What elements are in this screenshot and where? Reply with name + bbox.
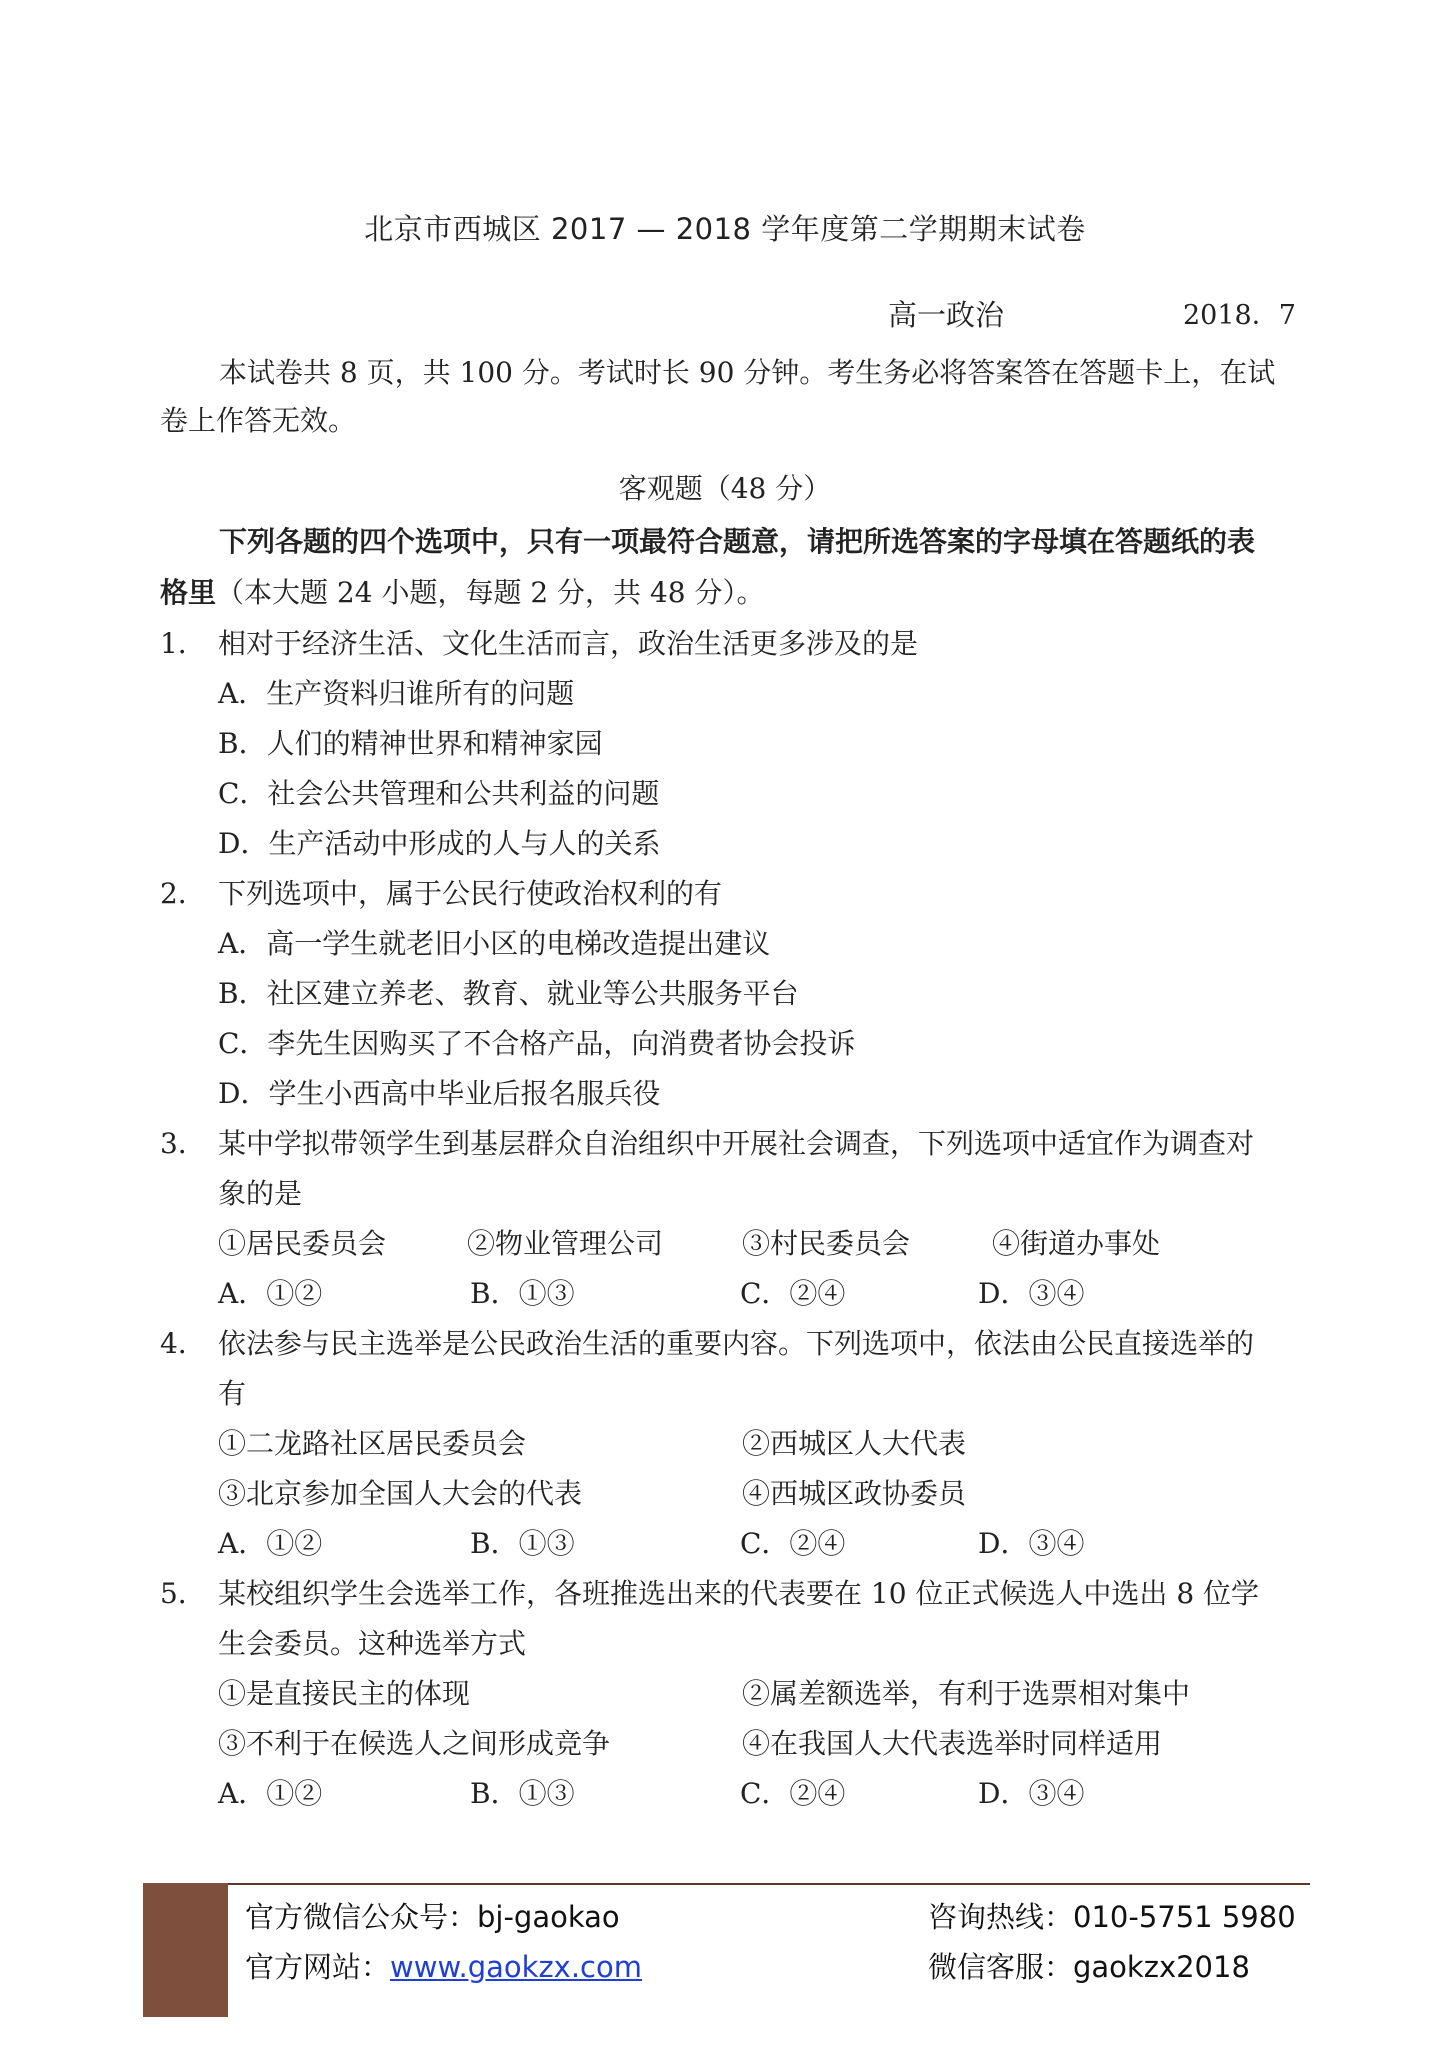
question-4-number: 4． bbox=[160, 1327, 206, 1360]
question-3-answer-b: B．①③ bbox=[470, 1277, 575, 1310]
question-1-number: 1． bbox=[160, 627, 206, 660]
question-1-option-a: A．生产资料归谁所有的问题 bbox=[218, 677, 575, 710]
question-4-item-4: ④西城区政协委员 bbox=[742, 1477, 967, 1510]
question-3-answer-a: A．①② bbox=[218, 1277, 323, 1310]
question-5-answer-a: A．①② bbox=[218, 1777, 323, 1810]
question-2-option-b: B．社区建立养老、教育、就业等公共服务平台 bbox=[218, 977, 799, 1010]
footer-wechat: 官方微信公众号：bj-gaokao bbox=[245, 1900, 620, 1934]
question-5-stem-2: 生会委员。这种选举方式 bbox=[218, 1627, 527, 1660]
question-1-option-c: C．社会公共管理和公共利益的问题 bbox=[218, 777, 660, 810]
question-4-answer-c: C．②④ bbox=[740, 1527, 846, 1560]
footer-website-link[interactable]: www.gaokzx.com bbox=[390, 1950, 642, 1984]
question-3-answer-d: D．③④ bbox=[978, 1277, 1085, 1310]
exam-subject: 高一政治 bbox=[888, 298, 1005, 332]
exam-date: 2018．7 bbox=[1183, 300, 1296, 331]
question-4-answer-b: B．①③ bbox=[470, 1527, 575, 1560]
footer-wechat-service: 微信客服：gaokzx2018 bbox=[928, 1950, 1250, 1984]
instruction-rest: （本大题 24 小题，每题 2 分，共 48 分）。 bbox=[216, 576, 765, 609]
intro-line-1: 本试卷共 8 页，共 100 分。考试时长 90 分钟。考生务必将答案答在答题卡上，在试 bbox=[219, 356, 1276, 389]
instruction-line-1: 下列各题的四个选项中，只有一项最符合题意，请把所选答案的字母填在答题纸的表 bbox=[219, 525, 1256, 558]
footer-accent-bar bbox=[143, 1883, 228, 2017]
question-5-answer-b: B．①③ bbox=[470, 1777, 575, 1810]
exam-title: 北京市西城区 2017 — 2018 学年度第二学期期末试卷 bbox=[364, 212, 1086, 246]
section-title: 客观题（48 分） bbox=[618, 472, 832, 505]
question-3-item-3: ③村民委员会 bbox=[742, 1227, 911, 1260]
question-4-answer-d: D．③④ bbox=[978, 1527, 1085, 1560]
question-4-item-1: ①二龙路社区居民委员会 bbox=[218, 1427, 527, 1460]
footer-website bbox=[245, 1945, 642, 1986]
question-2-option-d: D．学生小西高中毕业后报名服兵役 bbox=[218, 1077, 661, 1110]
question-4-stem-2: 有 bbox=[218, 1377, 247, 1410]
question-5-answer-d: D．③④ bbox=[978, 1777, 1085, 1810]
question-4-answer-a: A．①② bbox=[218, 1527, 323, 1560]
question-5-answer-c: C．②④ bbox=[740, 1777, 846, 1810]
question-2-option-a: A．高一学生就老旧小区的电梯改造提出建议 bbox=[218, 927, 771, 960]
question-4-stem-1: 依法参与民主选举是公民政治生活的重要内容。下列选项中，依法由公民直接选举的 bbox=[218, 1327, 1255, 1360]
question-5-number: 5． bbox=[160, 1577, 206, 1610]
question-3-answer-c: C．②④ bbox=[740, 1277, 846, 1310]
question-3-stem-2: 象的是 bbox=[218, 1177, 303, 1210]
question-3-stem-1: 某中学拟带领学生到基层群众自治组织中开展社会调查，下列选项中适宜作为调查对 bbox=[218, 1127, 1255, 1160]
question-5-stem-1: 某校组织学生会选举工作，各班推选出来的代表要在 10 位正式候选人中选出 8 位学 bbox=[218, 1577, 1260, 1610]
footer-hotline: 咨询热线：010-5751 5980 bbox=[928, 1900, 1296, 1934]
question-3-number: 3． bbox=[160, 1127, 206, 1160]
question-2-stem: 下列选项中，属于公民行使政治权利的有 bbox=[218, 877, 723, 910]
question-3-item-2: ②物业管理公司 bbox=[467, 1227, 664, 1260]
question-5-item-2: ②属差额选举，有利于选票相对集中 bbox=[742, 1677, 1191, 1710]
instruction-line-2 bbox=[160, 576, 765, 610]
question-5-item-3: ③不利于在候选人之间形成竞争 bbox=[218, 1727, 611, 1760]
question-5-item-4: ④在我国人大代表选举时同样适用 bbox=[742, 1727, 1163, 1760]
question-4-item-2: ②西城区人大代表 bbox=[742, 1427, 967, 1460]
question-3-item-1: ①居民委员会 bbox=[218, 1227, 387, 1260]
instruction-bold-tail: 格里 bbox=[160, 576, 217, 609]
question-3-item-4: ④街道办事处 bbox=[992, 1227, 1161, 1260]
question-5-item-1: ①是直接民主的体现 bbox=[218, 1677, 471, 1710]
question-1-option-b: B．人们的精神世界和精神家园 bbox=[218, 727, 603, 760]
footer-website-label: 官方网站： bbox=[245, 1950, 391, 1984]
footer-divider bbox=[228, 1883, 1310, 1885]
intro-line-2: 卷上作答无效。 bbox=[160, 404, 357, 437]
question-1-option-d: D．生产活动中形成的人与人的关系 bbox=[218, 827, 661, 860]
question-4-item-3: ③北京参加全国人大会的代表 bbox=[218, 1477, 583, 1510]
question-1-stem: 相对于经济生活、文化生活而言，政治生活更多涉及的是 bbox=[218, 627, 919, 660]
question-2-number: 2． bbox=[160, 877, 206, 910]
question-2-option-c: C．李先生因购买了不合格产品，向消费者协会投诉 bbox=[218, 1027, 856, 1060]
